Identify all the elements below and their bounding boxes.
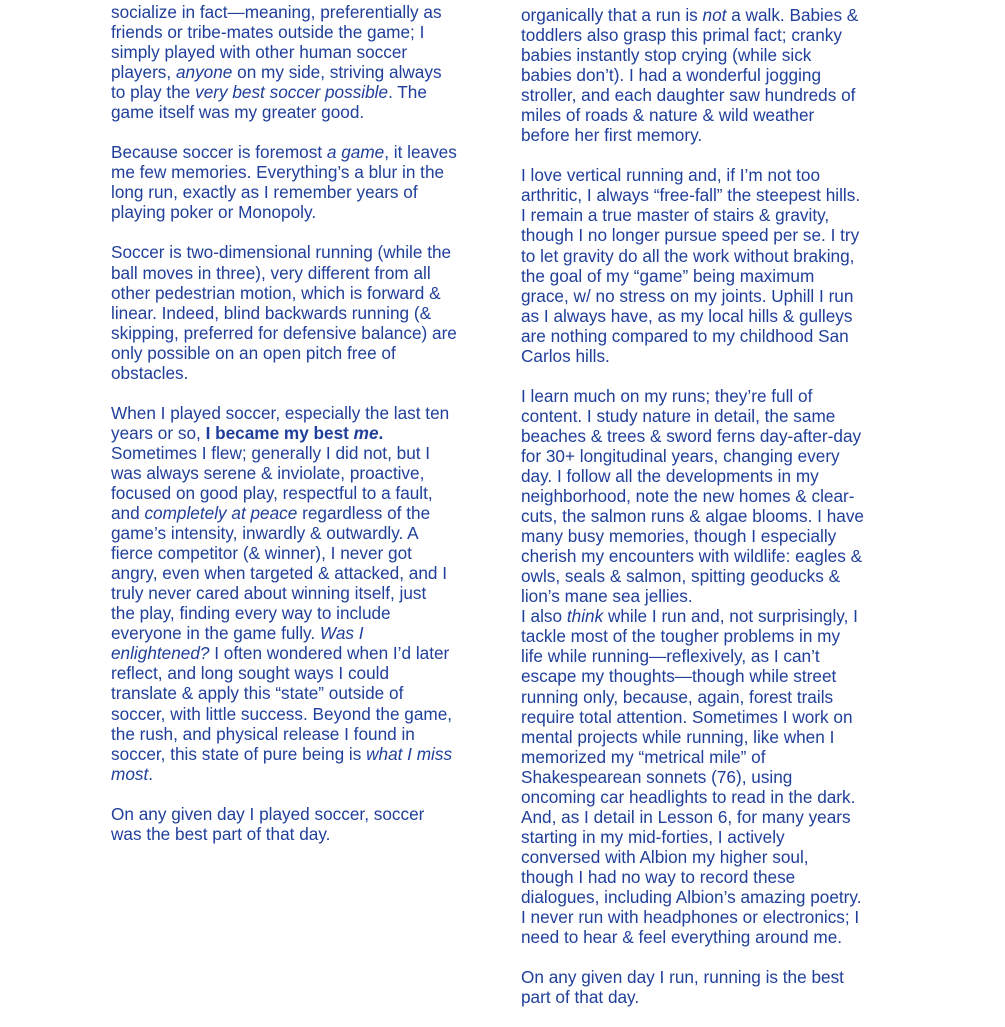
text-line: game’s intensity, inwardly & outwardly. A (111, 523, 419, 544)
paragraph (521, 606, 905, 947)
paragraph (521, 967, 905, 1007)
paragraph (111, 804, 493, 844)
text-line: require total attention. Sometimes I work on (521, 706, 853, 727)
text-line: linear. Indeed, blind backwards running (& (111, 302, 432, 323)
text-line: I remain a true master of stairs & gravity, (521, 205, 830, 226)
text-line: toddlers also grasp this primal fact; cranky (521, 25, 842, 46)
text-line: On any given day I played soccer, soccer (111, 803, 425, 824)
text-line: reflect, and long sought ways I could (111, 663, 390, 684)
text-line: Shakespearean sonnets (76), using (521, 766, 793, 787)
paragraph (521, 386, 905, 607)
text-line: On any given day I run, running is the best (521, 967, 844, 988)
text-line: and completely at peace regardless of the (111, 503, 431, 524)
text-line: grace, w/ no stress on my joints. Uphill I run (521, 285, 854, 306)
text-line: starting in my mid-forties, I actively (521, 826, 785, 847)
text-line: escape my thoughts—though while street (521, 666, 837, 687)
text-line: was the best part of that day. (111, 823, 331, 844)
text-line: years or so, I became my best me. (111, 422, 384, 443)
text-line: though I no longer pursue speed per se. I try (521, 225, 860, 246)
text-line: to play the very best soccer possible. The (111, 82, 427, 103)
paragraph (111, 142, 493, 222)
text-line: Carlos hills. (521, 345, 610, 366)
text-line: memorized my “metrical mile” of (521, 746, 766, 767)
text-line: lion’s mane sea jellies. (521, 586, 693, 607)
text-line: dialogues, including Albion’s amazing poetry. (521, 886, 862, 907)
text-line: organically that a run is not a walk. Babies & (521, 5, 859, 25)
text-line: I love vertical running and, if I’m not too (521, 165, 821, 186)
text-line: fierce competitor (& winner), I never got (111, 543, 412, 564)
text-line: cuts, the salmon runs & algae blooms. I have (521, 506, 864, 527)
right-column (521, 0, 905, 1027)
text-line: Soccer is two-dimensional running (while the (111, 242, 452, 263)
text-line: simply played with other human soccer (111, 42, 408, 63)
text-line: only possible on an open pitch free of (111, 342, 396, 363)
text-line: I never run with headphones or electronics; I (521, 907, 860, 928)
text-line: arthritic, I always “free-fall” the steepest hills. (521, 185, 861, 206)
text-line: playing poker or Monopoly. (111, 202, 317, 223)
text-line: I learn much on my runs; they’re full of (521, 385, 813, 406)
text-line: Sometimes I flew; generally I did not, but I (111, 442, 431, 463)
text-line: babies don’t). I had a wonderful jogging (521, 65, 822, 86)
text-line: conversed with Albion my higher soul, (521, 846, 809, 867)
paragraph (111, 242, 493, 382)
text-line: socialize in fact—meaning, preferentially as (111, 2, 442, 22)
text-line: obstacles. (111, 362, 189, 383)
text-line: owls, seals & salmon, spitting geoducks & (521, 566, 841, 587)
text-line: to let gravity do all the work without braking, (521, 245, 855, 266)
left-column (111, 0, 493, 864)
text-line: was always serene & inviolate, proactive, (111, 462, 425, 483)
text-line: oncoming car headlights to read in the dark. (521, 786, 856, 807)
paragraph (521, 165, 905, 365)
text-line: truly never cared about winning itself, just (111, 583, 427, 604)
text-line: content. I study nature in detail, the same (521, 405, 836, 426)
text-line: part of that day. (521, 987, 640, 1008)
text-line: soccer, this state of pure being is what I miss (111, 743, 453, 764)
text-line: neighborhood, note the new homes & clear- (521, 486, 855, 507)
paragraph (521, 5, 905, 145)
text-line: long run, exactly as I remember years of (111, 182, 418, 203)
text-line: Because soccer is foremost a game, it leaves (111, 142, 457, 163)
text-line: need to hear & feel everything around me. (521, 927, 843, 948)
text-line: me few memories. Everything’s a blur in the (111, 162, 445, 183)
text-line: before her first memory. (521, 125, 703, 146)
text-line: as I always have, as my local hills & gulleys (521, 305, 853, 326)
text-line: game itself was my greater good. (111, 102, 365, 123)
paragraph (111, 403, 493, 784)
text-line: friends or tribe-mates outside the game; I (111, 22, 425, 43)
text-line: stroller, and each daughter saw hundreds of (521, 85, 856, 106)
text-line: most. (111, 763, 154, 784)
text-line: the rush, and physical release I found in (111, 723, 415, 744)
text-line: enlightened? I often wondered when I’d later (111, 643, 450, 664)
text-line: are nothing compared to my childhood San (521, 325, 849, 346)
text-line: babies instantly stop crying (while sick (521, 45, 812, 66)
text-line: When I played soccer, especially the last ten (111, 402, 450, 423)
text-line: ball moves in three), very different from all (111, 262, 431, 283)
text-line: And, as I detail in Lesson 6, for many years (521, 806, 851, 827)
text-line: running only, because, again, forest trails (521, 686, 834, 707)
text-line: tackle most of the tougher problems in my (521, 626, 841, 647)
text-line: day. I follow all the developments in my (521, 465, 819, 486)
text-line: the goal of my “game” being maximum (521, 265, 815, 286)
text-line: skipping, preferred for defensive balance) are (111, 322, 457, 343)
text-line: angry, even when targeted & attacked, and I (111, 563, 448, 584)
text-line: other pedestrian motion, which is forward & (111, 282, 441, 303)
text-line: soccer, with little success. Beyond the game, (111, 703, 453, 724)
text-line: cherish my encounters with wildlife: eagles & (521, 546, 863, 567)
text-line: life while running—reflexively, as I can’t (521, 646, 820, 667)
text-line: players, anyone on my side, striving always (111, 62, 442, 83)
text-line: miles of roads & nature & wild weather (521, 105, 815, 126)
text-line: for 30+ longitudinal years, changing every (521, 445, 840, 466)
text-line: I also think while I run and, not surprisingly, I (521, 606, 858, 627)
text-line: translate & apply this “state” outside of (111, 683, 404, 704)
text-line: focused on good play, respectful to a fault, (111, 482, 433, 503)
text-line: beaches & trees & sword ferns day-after-day (521, 425, 862, 446)
text-line: mental projects while running, like when I (521, 726, 835, 747)
text-line: everyone in the game fully. Was I (111, 623, 364, 644)
text-line: though I had no way to record these (521, 866, 796, 887)
text-line: many busy memories, though I especially (521, 526, 837, 547)
paragraph (111, 2, 493, 122)
text-line: the play, finding every way to include (111, 603, 391, 624)
